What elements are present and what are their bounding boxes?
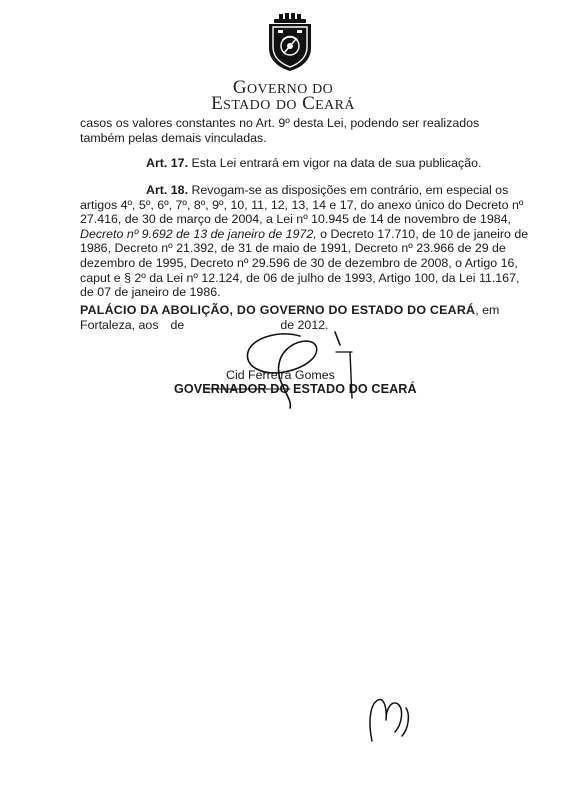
signatory-name: Cid Ferreira Gomes: [226, 368, 335, 382]
article-18-line-6: dezembro de 1995, Decreto nº 29.596 de 30 de dezembro de 2008, o Artigo 16,: [80, 255, 518, 270]
header-estado-do-ceara: ESTADO DO CEARÁ: [211, 93, 355, 114]
article-17: [146, 156, 486, 171]
article-18-line-5: 1986, Decreto nº 21.392, de 31 de maio de 1991, Decreto nº 23.966 de 29 de: [80, 241, 506, 256]
closing-line-1: PALÁCIO DA ABOLIÇÃO, DO GOVERNO DO ESTADO DO CEARÁ , em: [80, 303, 500, 317]
initials-mark: [370, 700, 408, 741]
palace-name: PALÁCIO DA ABOLIÇÃO, DO GOVERNO DO ESTADO DO CEARÁ: [80, 303, 476, 317]
article-18-line-2: artigos 4º, 5º, 6º, 7º, 8º, 9º, 10, 11, 12, 13, 14 e 17, do anexo único do Decreto nº: [80, 197, 524, 212]
signatory-title: GOVERNADOR DO ESTADO DO CEARÁ: [174, 382, 417, 396]
article-18-line-8: de 07 de janeiro de 1986.: [80, 285, 221, 300]
signature-tick: [335, 332, 340, 345]
state-seal-logo: [262, 13, 318, 71]
closing-line-2: Fortaleza, aos de de 2012.: [80, 317, 329, 332]
article-18: [80, 183, 529, 300]
closing-paragraph: [80, 303, 500, 332]
header-governo-do: GOVERNO DO: [232, 77, 334, 98]
article-18-line-1: Art. 18. Revogam-se as disposições em contrário, em especial os: [146, 183, 509, 197]
article-18-label: Art. 18.: [146, 183, 189, 197]
article-17-text: Esta Lei entrará em vigor na data de sua publicação.: [188, 156, 482, 170]
article-18-line-4: Decreto nº 9.692 de 13 de janeiro de 1972, o Decreto 17.710, de 10 de janeiro de: [80, 226, 529, 241]
article-17-label: Art. 17.: [146, 156, 189, 170]
article-18-line-7: caput e § 2º da Lei nº 12.124, de 06 de julho de 1993, Artigo 100, da Lei 11.167,: [80, 270, 520, 285]
article-18-line-3: 27.416, de 30 de março de 2004, a Lei nº 10.945 de 14 de novembro de 1984,: [80, 212, 511, 227]
paragraph-continuation: casos os valores constantes no Art. 9º desta Lei, podendo ser realizados também pelas demais vinculadas.: [80, 116, 480, 145]
